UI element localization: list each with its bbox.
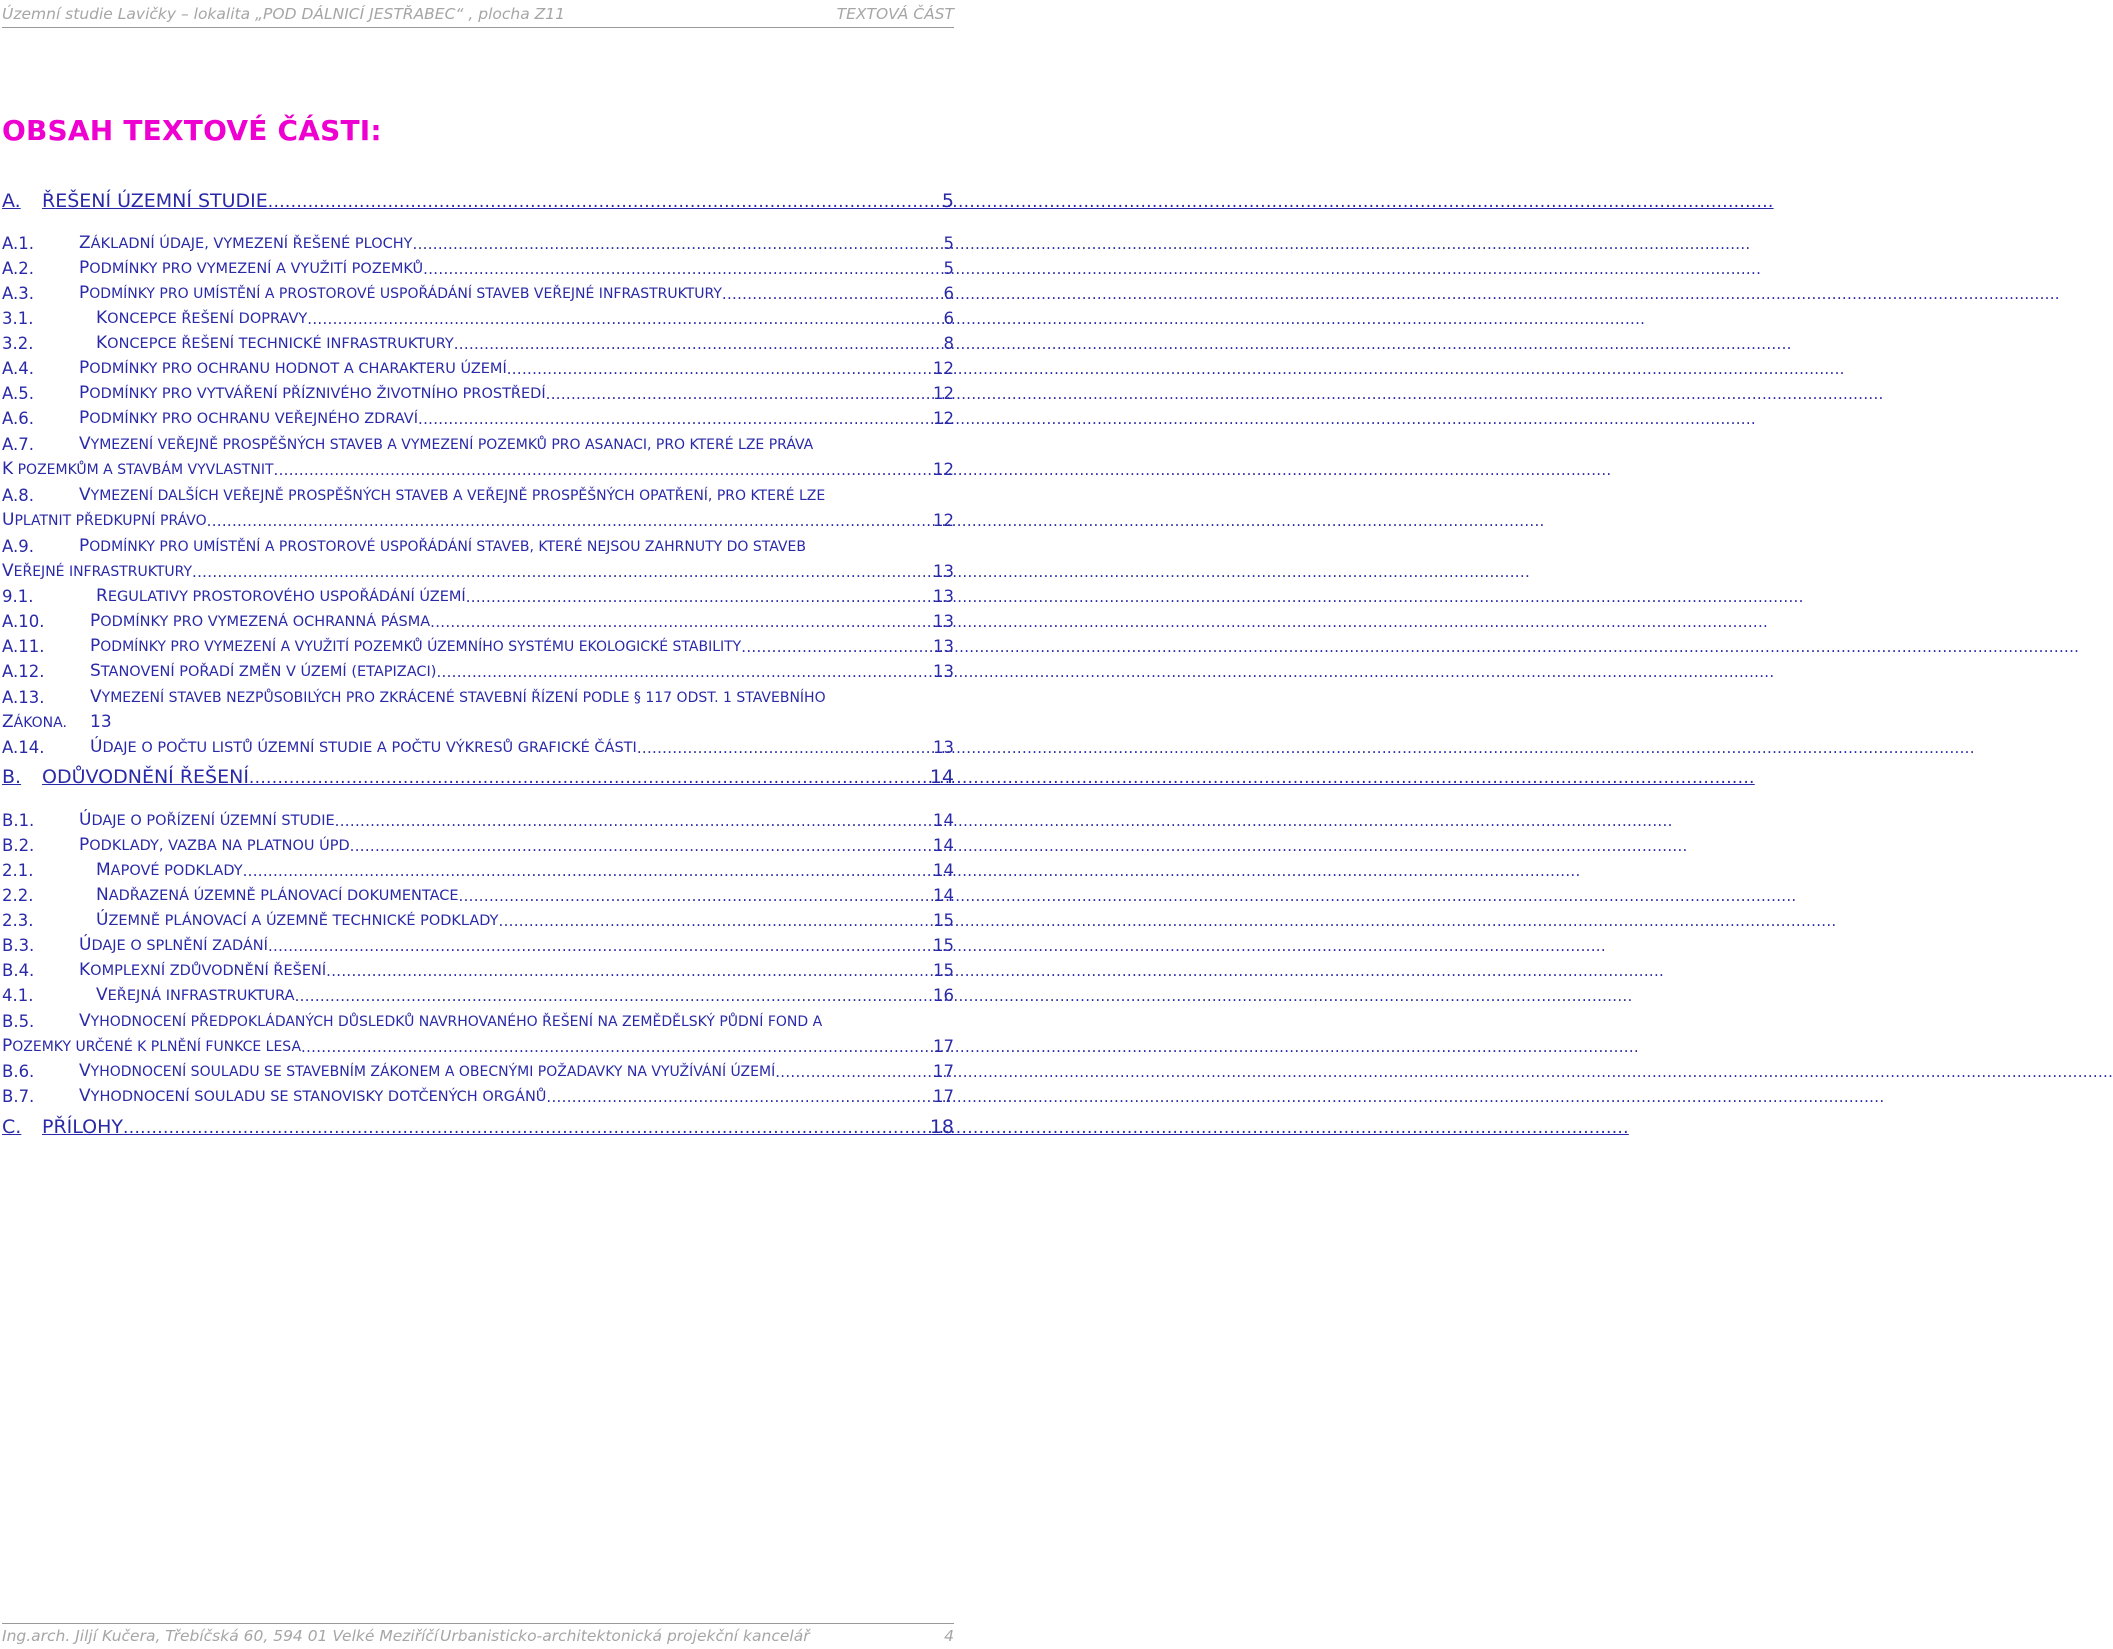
toc-page: 5 bbox=[941, 190, 954, 212]
toc-number: A.8. bbox=[2, 486, 34, 505]
toc-entry-a[interactable] bbox=[2, 184, 954, 212]
toc-entry-2-2[interactable] bbox=[2, 881, 954, 905]
toc-leader bbox=[307, 310, 941, 328]
toc-entry-a7[interactable] bbox=[2, 430, 954, 454]
toc-number: B.1. bbox=[2, 811, 35, 830]
toc-leader bbox=[436, 663, 931, 681]
toc-page: 13 bbox=[90, 712, 112, 732]
toc-leader bbox=[546, 1088, 931, 1106]
toc-text: REGULATIVY PROSTOROVÉHO USPOŘÁDÁNÍ ÚZEMÍ bbox=[96, 586, 466, 606]
toc-page: 5 bbox=[943, 259, 954, 278]
toc-leader bbox=[459, 887, 931, 905]
toc-leader bbox=[207, 512, 931, 530]
toc-text: ZÁKONA. bbox=[2, 712, 67, 732]
toc-leader bbox=[350, 837, 931, 855]
toc-leader bbox=[243, 862, 931, 880]
toc-number: A.10. bbox=[2, 612, 45, 631]
toc-page: 6 bbox=[943, 284, 954, 303]
toc-leader bbox=[722, 285, 942, 303]
footer-office: Urbanisticko-architektonická projekční kancelář bbox=[440, 1627, 810, 1645]
toc-number: A.12. bbox=[2, 662, 45, 681]
toc-text: PODMÍNKY PRO VYMEZENÍ A VYUŽITÍ POZEMKŮ bbox=[79, 258, 424, 278]
toc-entry-a13-continuation[interactable] bbox=[2, 708, 954, 732]
toc-entry-b6[interactable] bbox=[2, 1057, 954, 1081]
toc-page: 16 bbox=[933, 986, 954, 1005]
toc-page: 12 bbox=[933, 409, 954, 428]
toc-text: PODMÍNKY PRO VYMEZENÍ A VYUŽITÍ POZEMKŮ ÚZEMNÍHO SYSTÉMU EKOLOGICKÉ STABILITY bbox=[90, 636, 742, 656]
toc-leader bbox=[775, 1063, 931, 1081]
toc-entry-b2[interactable] bbox=[2, 831, 954, 855]
toc-number: 2.3. bbox=[2, 911, 34, 930]
toc-number: A.1. bbox=[2, 234, 34, 253]
toc-entry-a14[interactable] bbox=[2, 733, 954, 757]
toc-entry-a12[interactable] bbox=[2, 657, 954, 681]
toc-page: 14 bbox=[929, 766, 954, 788]
toc-text: K POZEMKŮM A STAVBÁM VYVLASTNIT bbox=[2, 459, 274, 479]
toc-leader bbox=[192, 563, 931, 581]
toc-number: B. bbox=[2, 766, 22, 788]
toc-number: B.6. bbox=[2, 1062, 35, 1081]
toc-text: VYMEZENÍ STAVEB NEZPŮSOBILÝCH PRO ZKRÁCENÉ STAVEBNÍ ŘÍZENÍ PODLE § 117 ODST. 1 STAVEBNÍHO bbox=[90, 687, 826, 707]
toc-page: 18 bbox=[929, 1116, 954, 1138]
toc-entry-4-1[interactable] bbox=[2, 981, 954, 1005]
toc-leader bbox=[274, 461, 931, 479]
toc-entry-b7[interactable] bbox=[2, 1082, 954, 1106]
toc-text: KONCEPCE ŘEŠENÍ TECHNICKÉ INFRASTRUKTURY bbox=[96, 333, 454, 353]
toc-text: ODŮVODNĚNÍ ŘEŠENÍ bbox=[42, 766, 249, 788]
toc-entry-a13[interactable] bbox=[2, 683, 954, 707]
toc-page: 12 bbox=[933, 359, 954, 378]
toc-page: 14 bbox=[933, 886, 954, 905]
toc-leader bbox=[301, 1038, 931, 1056]
toc-entry-a8[interactable] bbox=[2, 481, 954, 505]
toc-entry-b4[interactable] bbox=[2, 956, 954, 980]
toc-text: VYHODNOCENÍ PŘEDPOKLÁDANÝCH DŮSLEDKŮ NAVRHOVANÉHO ŘEŠENÍ NA ZEMĚDĚLSKÝ PŮDNÍ FOND A bbox=[79, 1011, 823, 1031]
toc-text: VYMEZENÍ DALŠÍCH VEŘEJNĚ PROSPĚŠNÝCH STAVEB A VEŘEJNĚ PROSPĚŠNÝCH OPATŘENÍ, PRO KTERÉ LZE bbox=[79, 485, 826, 505]
toc-entry-a1[interactable] bbox=[2, 229, 954, 253]
toc-text: VEŘEJNÁ INFRASTRUKTURA bbox=[96, 985, 295, 1005]
toc-text: VYMEZENÍ VEŘEJNĚ PROSPĚŠNÝCH STAVEB A VYMEZENÍ POZEMKŮ PRO ASANACI, PRO KTERÉ LZE PRÁVA bbox=[79, 434, 814, 454]
page-header bbox=[2, 3, 954, 28]
toc-entry-a11[interactable] bbox=[2, 632, 954, 656]
toc-entry-b3[interactable] bbox=[2, 931, 954, 955]
toc-text: NADŘAZENÁ ÚZEMNĚ PLÁNOVACÍ DOKUMENTACE bbox=[96, 885, 459, 905]
toc-leader bbox=[637, 739, 931, 757]
toc-entry-9-1[interactable] bbox=[2, 582, 954, 606]
toc-number: B.4. bbox=[2, 961, 35, 980]
toc-entry-a7-continuation[interactable] bbox=[2, 455, 954, 479]
toc-leader bbox=[741, 638, 931, 656]
toc-number: A.5. bbox=[2, 384, 34, 403]
toc-leader bbox=[546, 385, 931, 403]
toc-page: 15 bbox=[933, 936, 954, 955]
toc-page: 14 bbox=[933, 836, 954, 855]
toc-number: 3.1. bbox=[2, 309, 34, 328]
toc-entry-a6[interactable] bbox=[2, 404, 954, 428]
toc-number: A.11. bbox=[2, 637, 45, 656]
toc-number: 4.1. bbox=[2, 986, 34, 1005]
toc-leader bbox=[123, 1118, 928, 1138]
toc-leader bbox=[249, 768, 928, 788]
toc-entry-c[interactable] bbox=[2, 1110, 954, 1138]
toc-entry-a9-continuation[interactable] bbox=[2, 557, 954, 581]
toc-text: PODMÍNKY PRO VYTVÁŘENÍ PŘÍZNIVÉHO ŽIVOTNÍHO PROSTŘEDÍ bbox=[79, 383, 546, 403]
toc-text: PODMÍNKY PRO OCHRANU VEŘEJNÉHO ZDRAVÍ bbox=[79, 408, 418, 428]
footer-author: Ing.arch. Jiljí Kučera, Třebíčská 60, 594 01 Velké Meziříčí bbox=[2, 1627, 439, 1645]
toc-leader bbox=[335, 812, 931, 830]
toc-number: A. bbox=[2, 190, 21, 212]
toc-text: ÚDAJE O POČTU LISTŮ ÚZEMNÍ STUDIE A POČTU VÝKRESŮ GRAFICKÉ ČÁSTI bbox=[90, 737, 637, 757]
toc-number: B.5. bbox=[2, 1012, 35, 1031]
toc-page: 17 bbox=[933, 1087, 954, 1106]
toc-text: PŘÍLOHY bbox=[42, 1116, 124, 1138]
toc-entry-a8-continuation[interactable] bbox=[2, 506, 954, 530]
toc-entry-a5[interactable] bbox=[2, 379, 954, 403]
toc-number: A.7. bbox=[2, 435, 34, 454]
header-document-title: Územní studie Lavičky – lokalita „POD DÁLNICÍ JESTŘABEC“ , plocha Z11 bbox=[2, 5, 565, 23]
toc-page: 17 bbox=[933, 1062, 954, 1081]
toc-text: VEŘEJNÉ INFRASTRUKTURY bbox=[2, 561, 193, 581]
toc-number: B.7. bbox=[2, 1087, 35, 1106]
toc-entry-b[interactable] bbox=[2, 760, 954, 788]
toc-text: PODMÍNKY PRO OCHRANU HODNOT A CHARAKTERU ÚZEMÍ bbox=[79, 358, 507, 378]
toc-leader bbox=[430, 613, 931, 631]
toc-page: 15 bbox=[933, 911, 954, 930]
toc-number: 2.1. bbox=[2, 861, 34, 880]
toc-number: 9.1. bbox=[2, 587, 34, 606]
toc-leader bbox=[499, 912, 932, 930]
toc-number: A.13. bbox=[2, 688, 45, 707]
toc-text: VYHODNOCENÍ SOULADU SE STANOVISKY DOTČENÝCH ORGÁNŮ bbox=[79, 1086, 547, 1106]
toc-number: 2.2. bbox=[2, 886, 34, 905]
toc-number: B.2. bbox=[2, 836, 35, 855]
toc-text: VYHODNOCENÍ SOULADU SE STAVEBNÍM ZÁKONEM A OBECNÝMI POŽADAVKY NA VYUŽÍVÁNÍ ÚZEMÍ bbox=[79, 1061, 776, 1081]
toc-page: 13 bbox=[933, 637, 954, 656]
toc-page: 12 bbox=[933, 384, 954, 403]
toc-entry-a2[interactable] bbox=[2, 254, 954, 278]
toc-entry-b1[interactable] bbox=[2, 806, 954, 830]
toc-text: ZÁKLADNÍ ÚDAJE, VYMEZENÍ ŘEŠENÉ PLOCHY bbox=[79, 233, 413, 253]
toc-text: PODKLADY, VAZBA NA PLATNOU ÚPD bbox=[79, 835, 350, 855]
page-title: OBSAH TEXTOVÉ ČÁSTI: bbox=[2, 114, 382, 147]
toc-leader bbox=[326, 962, 931, 980]
page-footer bbox=[2, 1623, 954, 1648]
toc-number: 3.2. bbox=[2, 334, 34, 353]
toc-leader bbox=[268, 937, 931, 955]
toc-text: KONCEPCE ŘEŠENÍ DOPRAVY bbox=[96, 308, 308, 328]
toc-page: 14 bbox=[933, 861, 954, 880]
toc-leader bbox=[454, 335, 942, 353]
toc-entry-a4[interactable] bbox=[2, 354, 954, 378]
toc-leader bbox=[413, 235, 942, 253]
toc-page: 15 bbox=[933, 961, 954, 980]
toc-entry-a10[interactable] bbox=[2, 607, 954, 631]
toc-leader bbox=[466, 588, 931, 606]
toc-text: PODMÍNKY PRO VYMEZENÁ OCHRANNÁ PÁSMA bbox=[90, 611, 431, 631]
toc-text: PODMÍNKY PRO UMÍSTĚNÍ A PROSTOROVÉ USPOŘÁDÁNÍ STAVEB, KTERÉ NEJSOU ZAHRNUTY DO STAVEB bbox=[79, 536, 806, 556]
toc-text: KOMPLEXNÍ ZDŮVODNĚNÍ ŘEŠENÍ bbox=[79, 960, 327, 980]
toc-text: ÚDAJE O POŘÍZENÍ ÚZEMNÍ STUDIE bbox=[79, 810, 335, 830]
toc-text: STANOVENÍ POŘADÍ ZMĚN V ÚZEMÍ (ETAPIZACI) bbox=[90, 661, 437, 681]
toc-page: 13 bbox=[933, 662, 954, 681]
toc-entry-3-2[interactable] bbox=[2, 329, 954, 353]
header-section-label: TEXTOVÁ ČÁST bbox=[836, 5, 954, 23]
toc-leader bbox=[295, 987, 931, 1005]
toc-leader bbox=[268, 192, 940, 212]
toc-number: A.2. bbox=[2, 259, 34, 278]
toc-text: ÚZEMNĚ PLÁNOVACÍ A ÚZEMNĚ TECHNICKÉ PODKLADY bbox=[96, 910, 499, 930]
toc-entry-3-1[interactable] bbox=[2, 304, 954, 328]
toc-page: 5 bbox=[943, 234, 954, 253]
toc-entry-2-1[interactable] bbox=[2, 856, 954, 880]
toc-number: A.14. bbox=[2, 738, 45, 757]
toc-page: 6 bbox=[943, 309, 954, 328]
toc-number: B.3. bbox=[2, 936, 35, 955]
toc-number: C. bbox=[2, 1116, 22, 1138]
toc-entry-2-3[interactable] bbox=[2, 906, 954, 930]
toc-text: PODMÍNKY PRO UMÍSTĚNÍ A PROSTOROVÉ USPOŘÁDÁNÍ STAVEB VEŘEJNÉ INFRASTRUKTURY bbox=[79, 283, 722, 303]
toc-text: POZEMKY URČENÉ K PLNĚNÍ FUNKCE LESA bbox=[2, 1036, 302, 1056]
toc-entry-b5[interactable] bbox=[2, 1007, 954, 1031]
toc-entry-a9[interactable] bbox=[2, 532, 954, 556]
toc-leader bbox=[507, 360, 931, 378]
toc-page: 12 bbox=[933, 511, 954, 530]
toc-text: UPLATNIT PŘEDKUPNÍ PRÁVO bbox=[2, 510, 207, 530]
toc-text: ÚDAJE O SPLNĚNÍ ZADÁNÍ bbox=[79, 935, 268, 955]
toc-number: A.3. bbox=[2, 284, 34, 303]
footer-page-number: 4 bbox=[944, 1627, 954, 1645]
toc-page: 13 bbox=[933, 738, 954, 757]
toc-entry-a3[interactable] bbox=[2, 279, 954, 303]
toc-number: A.9. bbox=[2, 537, 34, 556]
toc-leader bbox=[418, 410, 931, 428]
toc-text: ŘEŠENÍ ÚZEMNÍ STUDIE bbox=[42, 190, 268, 212]
toc-number: A.6. bbox=[2, 409, 34, 428]
toc-entry-b5-continuation[interactable] bbox=[2, 1032, 954, 1056]
toc-number: A.4. bbox=[2, 359, 34, 378]
toc-page: 14 bbox=[933, 811, 954, 830]
toc-page: 12 bbox=[933, 460, 954, 479]
toc-page: 13 bbox=[933, 612, 954, 631]
toc-leader bbox=[423, 260, 941, 278]
toc-page: 8 bbox=[943, 334, 954, 353]
toc-page: 17 bbox=[933, 1037, 954, 1056]
toc-page: 13 bbox=[933, 562, 954, 581]
toc-text: MAPOVÉ PODKLADY bbox=[96, 860, 243, 880]
toc-page: 13 bbox=[933, 587, 954, 606]
